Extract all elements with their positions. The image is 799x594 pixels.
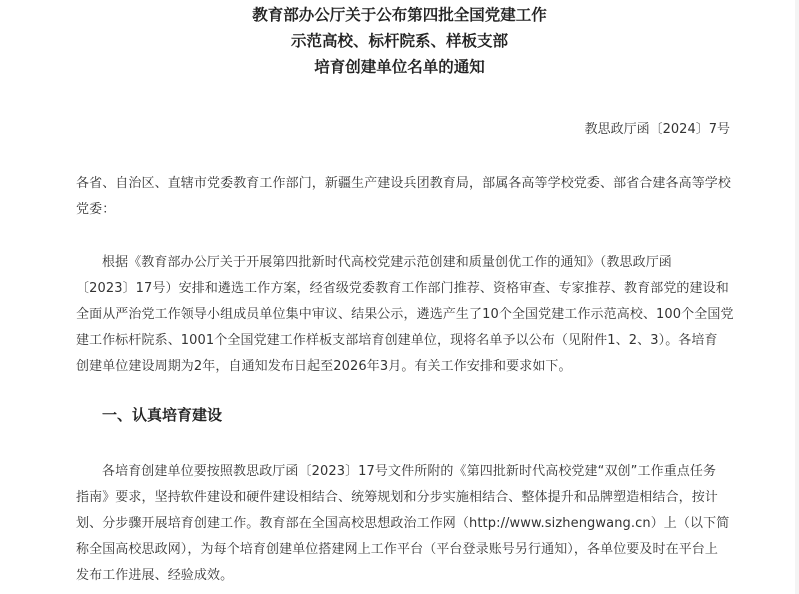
section-heading: 一、认真培育建设 <box>102 406 223 424</box>
paragraph-1-line: 全面从严治党工作领导小组成员单位集中审议、结果公示，遴选产生了10个全国党建工作示范高校、100个全国党 <box>76 307 734 322</box>
paragraph-2-line: 指南》要求，坚持软件建设和硬件建设相结合、统筹规划和分步实施相结合、整体提升和品牌塑造相结合，按计 <box>76 490 718 505</box>
paragraph-1-line: 建工作标杆院系、1001个全国党建工作样板支部培育创建单位，现将名单予以公布（见附件1、2、3）。各培育 <box>76 333 718 348</box>
document-title-line-3: 培育创建单位名单的通知 <box>314 58 485 76</box>
document-title-line-2: 示范高校、标杆院系、样板支部 <box>290 32 508 50</box>
paragraph-1-line: 〔2023〕17号）安排和遴选工作方案，经省级党委教育工作部门推荐、资格审查、专家推荐、教育部党的建设和 <box>76 281 729 296</box>
paragraph-1-line: 根据《教育部办公厅关于开展第四批新时代高校党建示范创建和质量创优工作的通知》（教思政厅函 <box>102 255 672 270</box>
paragraph-1-line: 创建单位建设周期为2年，自通知发布日起至2026年3月。有关工作安排和要求如下。 <box>76 359 572 374</box>
paragraph-2-line: 划、分步骤开展培育创建工作。教育部在全国高校思想政治工作网（http://www.sizhengwang.cn）上（以下简 <box>76 516 730 531</box>
paragraph-2-line: 发布工作进展、经验成效。 <box>76 568 234 583</box>
document-number: 教思政厅函〔2024〕7号 <box>584 122 730 137</box>
salutation-line: 各省、自治区、直辖市党委教育工作部门，新疆生产建设兵团教育局，部属各高等学校党委、部省合建各高等学校 <box>76 176 732 191</box>
paragraph-2-line: 称全国高校思政网），为每个培育创建单位搭建网上工作平台（平台登录账号另行通知），各单位要及时在平台上 <box>76 542 719 557</box>
salutation-line: 党委： <box>76 202 116 217</box>
paragraph-2-line: 各培育创建单位要按照教思政厅函〔2023〕17号文件所附的《第四批新时代高校党建“双创”工作重点任务 <box>102 464 717 479</box>
document-title-line-1: 教育部办公厅关于公布第四批全国党建工作 <box>252 6 547 24</box>
scrollbar-track[interactable] <box>795 0 799 594</box>
